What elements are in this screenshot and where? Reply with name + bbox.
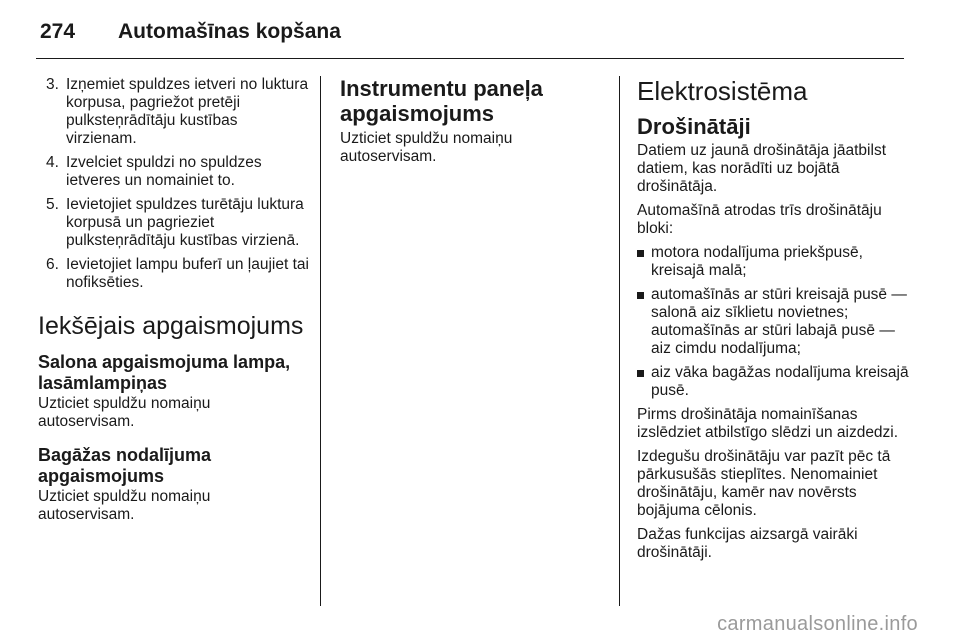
step-number: 6. <box>46 256 59 273</box>
step-number: 3. <box>46 76 59 93</box>
page-header <box>36 14 906 54</box>
bullet-list <box>637 244 912 400</box>
bullet-text: automašīnās ar stūri kreisajā pusē — salonā aiz sīklietu novietnes; automašīnās ar stūri labajā pusē — aiz cimdu nodalījuma; <box>651 286 907 357</box>
step-item <box>38 196 310 250</box>
column-divider <box>619 76 620 606</box>
step-text: Ievietojiet spuldzes turētāju luktura korpusā un pagrieziet pulksteņrādītāju kustības virzienā. <box>66 196 304 249</box>
step-text: Ievietojiet lampu buferī un ļaujiet tai nofiksēties. <box>66 256 309 291</box>
step-item <box>38 256 310 292</box>
step-item <box>38 154 310 190</box>
paragraph: Automašīnā atrodas trīs drošinātāju bloki: <box>637 202 882 237</box>
step-list <box>38 76 310 292</box>
subsection-text: Uzticiet spuldžu nomaiņu autoservisam. <box>38 395 211 430</box>
bullet-text: motora nodalījuma priekšpusē, kreisajā malā; <box>651 244 863 279</box>
subsection-text: Uzticiet spuldžu nomaiņu autoservisam. <box>38 488 211 523</box>
subsection-title: Bagāžas nodalījuma apgaismojums <box>38 445 212 486</box>
bullet-item <box>637 286 912 358</box>
column-middle <box>340 76 610 172</box>
column-right <box>637 76 912 568</box>
step-number: 5. <box>46 196 59 213</box>
column-left <box>38 76 310 538</box>
step-text: Izvelciet spuldzi no spuldzes ietveres un nomainiet to. <box>66 154 262 189</box>
bullet-text: aiz vāka bagāžas nodalījuma kreisajā pusē. <box>651 364 909 399</box>
step-text: Izņemiet spuldzes ietveri no luktura korpusa, pagriežot pretēji pulksteņrādītāju kustības virzienam. <box>66 76 309 147</box>
bullet-item <box>637 244 912 280</box>
section-title: Iekšējais apgaismojums <box>38 312 304 340</box>
header-rule <box>36 58 904 59</box>
section-title: Instrumentu paneļa apgaismojums <box>340 76 543 126</box>
subsection <box>38 352 310 431</box>
bullet-square-icon <box>637 292 644 299</box>
column-divider <box>320 76 321 606</box>
section-text: Uzticiet spuldžu nomaiņu autoservisam. <box>340 130 513 165</box>
step-item <box>38 76 310 148</box>
section-title: Drošinātāji <box>637 114 751 139</box>
bullet-square-icon <box>637 370 644 377</box>
page-number: 274 <box>40 20 76 43</box>
chapter-section-title: Elektrosistēma <box>637 76 808 106</box>
subsection-title: Salona apgaismojuma lampa, lasāmlampiņas <box>38 352 291 393</box>
paragraph: Datiem uz jaunā drošinātāja jāatbilst datiem, kas norādīti uz bojātā drošinātāja. <box>637 142 886 195</box>
watermark: carmanualsonline.info <box>717 613 918 635</box>
paragraph: Dažas funkcijas aizsargā vairāki drošinātāji. <box>637 526 858 561</box>
paragraph: Pirms drošinātāja nomainīšanas izslēdziet atbilstīgo slēdzi un aizdedzi. <box>637 406 899 441</box>
step-number: 4. <box>46 154 59 171</box>
subsection <box>38 445 310 524</box>
bullet-square-icon <box>637 250 644 257</box>
chapter-title: Automašīnas kopšana <box>118 20 341 43</box>
paragraph: Izdegušu drošinātāju var pazīt pēc tā pārkusušās stieplītes. Nenomainiet drošinātāju, kamēr nav novērsts bojājuma cēlonis. <box>637 448 891 519</box>
bullet-item <box>637 364 912 400</box>
